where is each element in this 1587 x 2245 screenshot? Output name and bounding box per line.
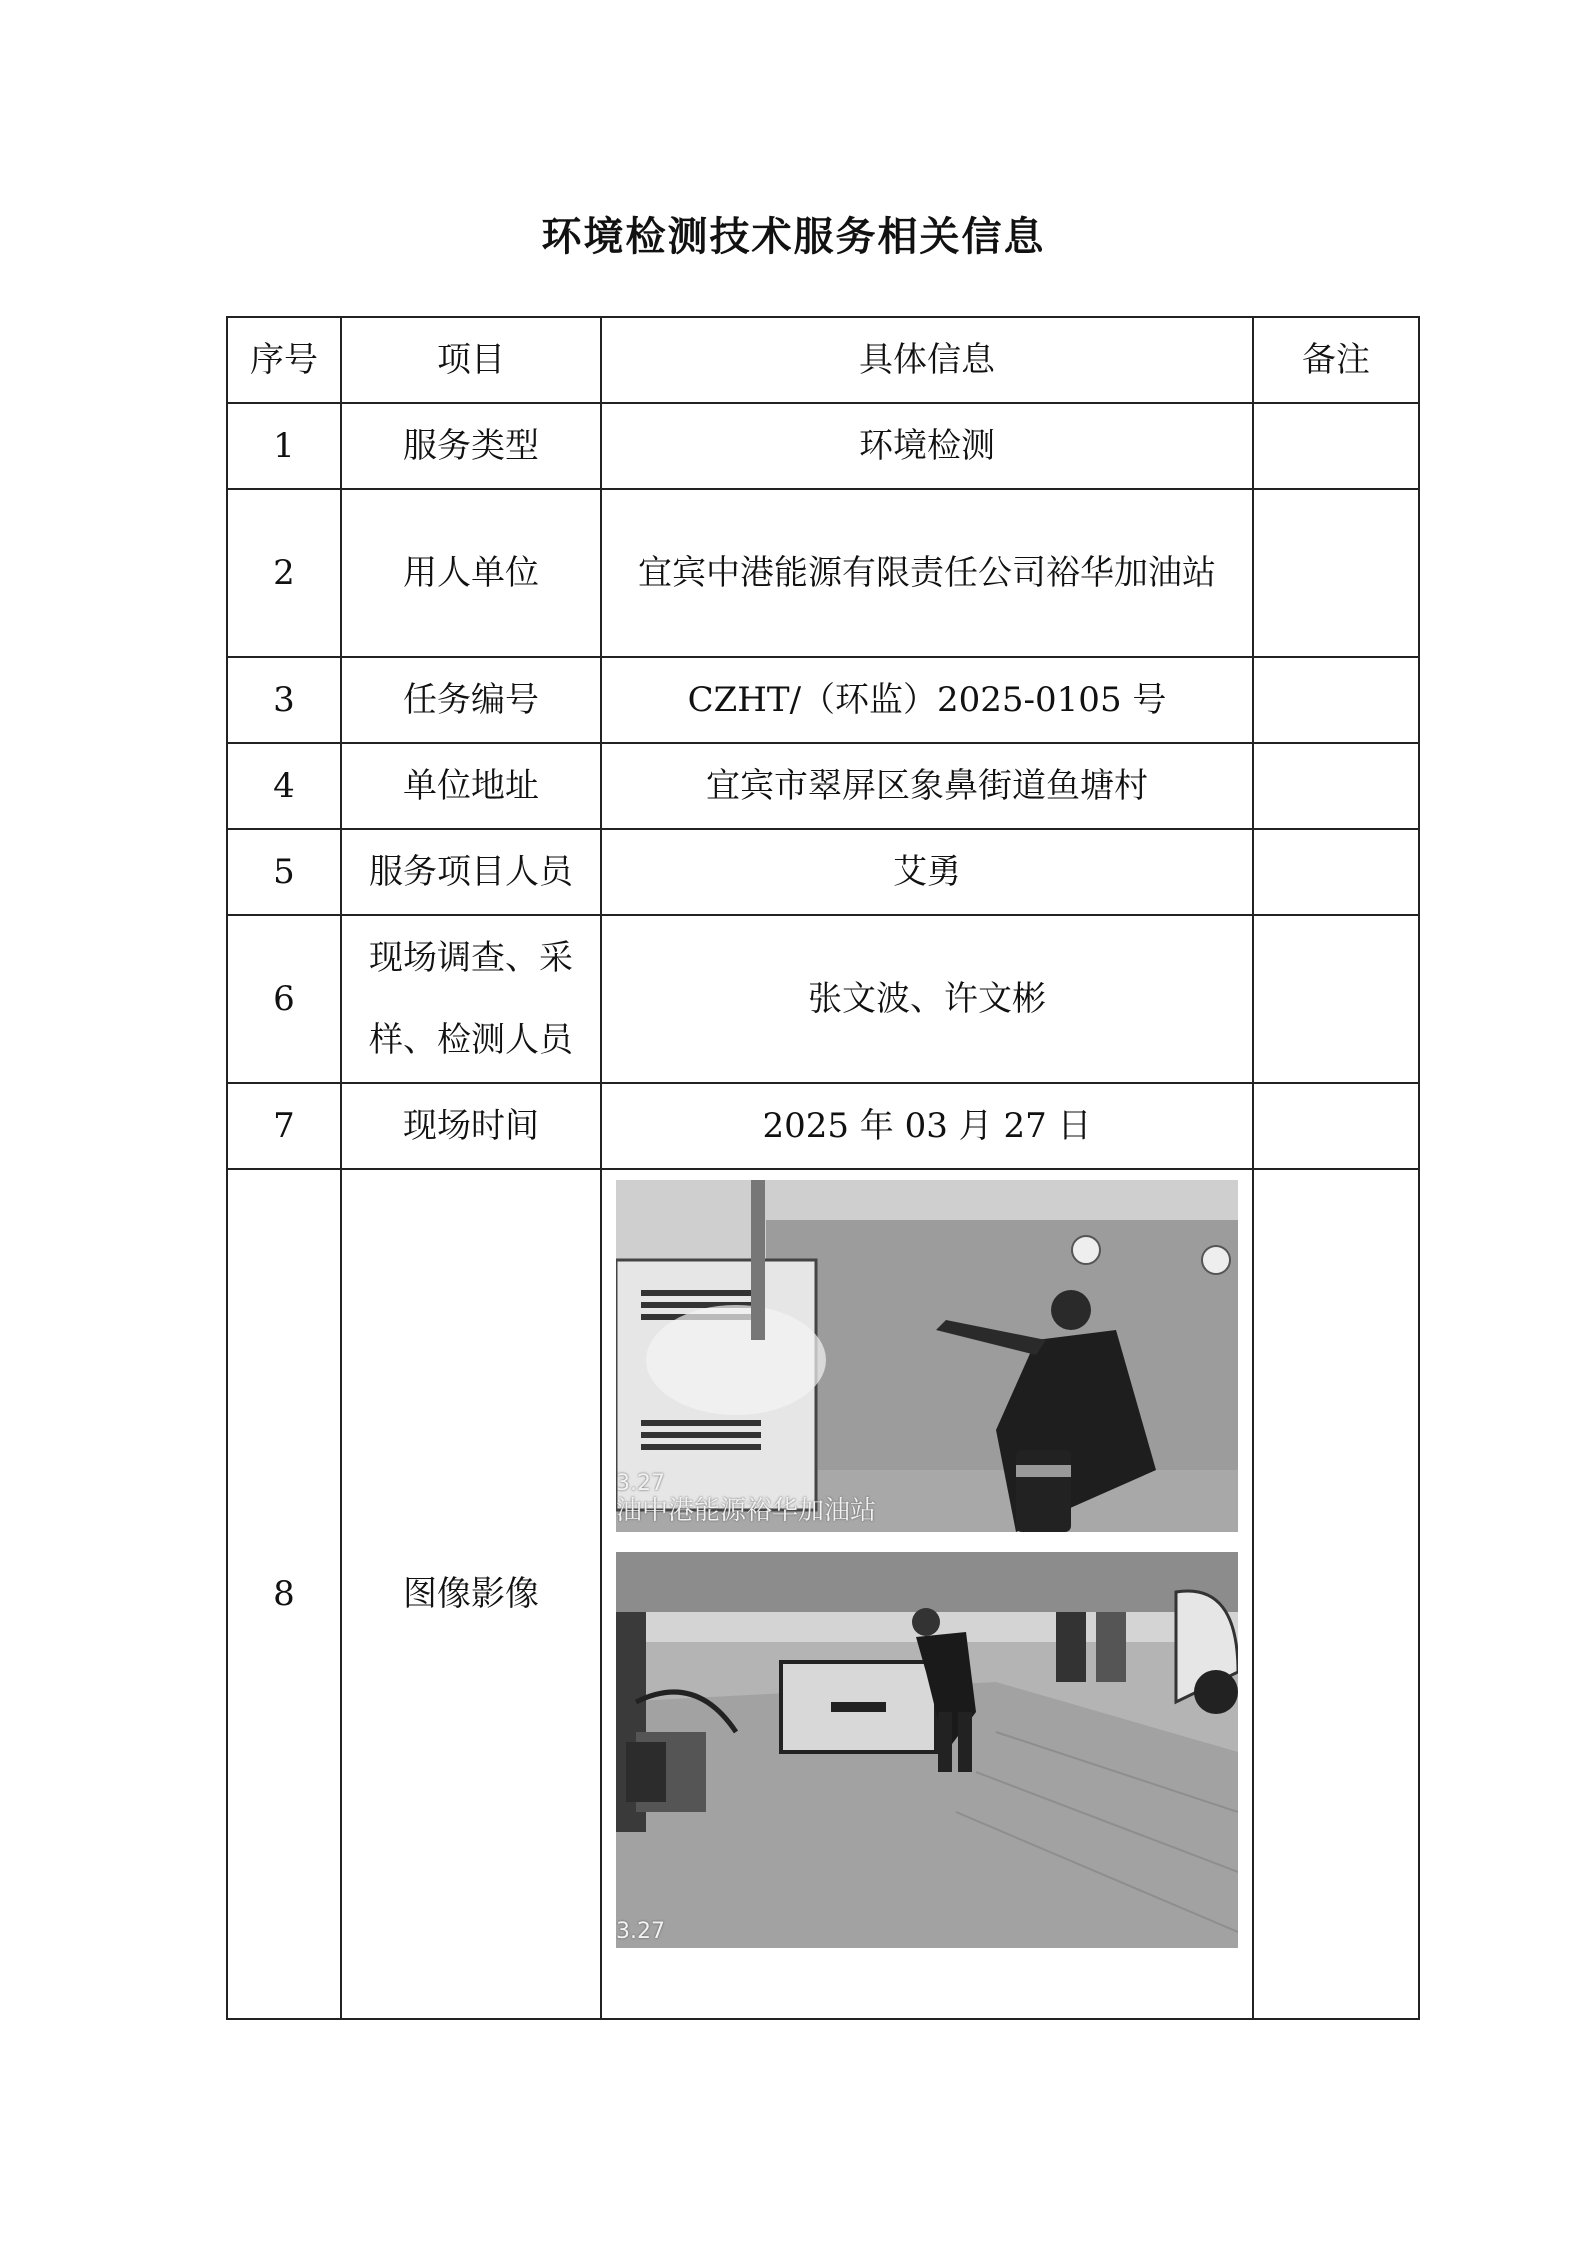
row-note: [1253, 657, 1419, 743]
row-info: 宜宾中港能源有限责任公司裕华加油站: [601, 489, 1253, 657]
row-item: 任务编号: [341, 657, 601, 743]
row-no: 6: [227, 915, 341, 1083]
header-info: 具体信息: [601, 317, 1253, 403]
header-note: 备注: [1253, 317, 1419, 403]
row-no: 1: [227, 403, 341, 489]
row-info: CZHT/（环监）2025-0105 号: [601, 657, 1253, 743]
row-item: 单位地址: [341, 743, 601, 829]
row-no: 5: [227, 829, 341, 915]
row-no: 7: [227, 1083, 341, 1169]
row-no: 2: [227, 489, 341, 657]
row-info-images: [601, 1169, 1253, 2019]
row-note: [1253, 743, 1419, 829]
table-row: [227, 915, 1419, 1083]
header-item: 项目: [341, 317, 601, 403]
site-photo: [616, 1180, 1238, 1532]
table-row: [227, 657, 1419, 743]
table-row: [227, 403, 1419, 489]
photo-date-stamp: 3.27: [616, 1471, 665, 1496]
row-note: [1253, 1083, 1419, 1169]
row-item: 服务类型: [341, 403, 601, 489]
table-row: [227, 1169, 1419, 2019]
row-item: 用人单位: [341, 489, 601, 657]
row-info: 2025 年 03 月 27 日: [601, 1083, 1253, 1169]
row-no: 3: [227, 657, 341, 743]
table-row: [227, 489, 1419, 657]
row-item: 服务项目人员: [341, 829, 601, 915]
photo-date-stamp: 3.27: [616, 1919, 665, 1944]
row-info: 环境检测: [601, 403, 1253, 489]
row-item: 现场调查、采样、检测人员: [341, 915, 601, 1083]
header-no: 序号: [227, 317, 341, 403]
site-photo-sampling: [616, 1180, 1238, 1532]
info-table: [226, 316, 1420, 2020]
table-header-row: [227, 317, 1419, 403]
row-item: 现场时间: [341, 1083, 601, 1169]
document-title: 环境检测技术服务相关信息: [541, 214, 1046, 260]
row-note: [1253, 489, 1419, 657]
row-info: 艾勇: [601, 829, 1253, 915]
site-photo: [616, 1552, 1238, 1948]
table-row: [227, 1083, 1419, 1169]
row-note: [1253, 403, 1419, 489]
row-info: 张文波、许文彬: [601, 915, 1253, 1083]
row-note: [1253, 1169, 1419, 2019]
site-photo-equipment: [616, 1552, 1238, 1948]
row-note: [1253, 915, 1419, 1083]
row-info: 宜宾市翠屏区象鼻街道鱼塘村: [601, 743, 1253, 829]
row-no: 4: [227, 743, 341, 829]
row-item: 图像影像: [341, 1169, 601, 2019]
table-row: [227, 743, 1419, 829]
row-note: [1253, 829, 1419, 915]
table-row: [227, 829, 1419, 915]
photo-caption: 油中港能源裕华加油站: [616, 1496, 877, 1526]
row-no: 8: [227, 1169, 341, 2019]
